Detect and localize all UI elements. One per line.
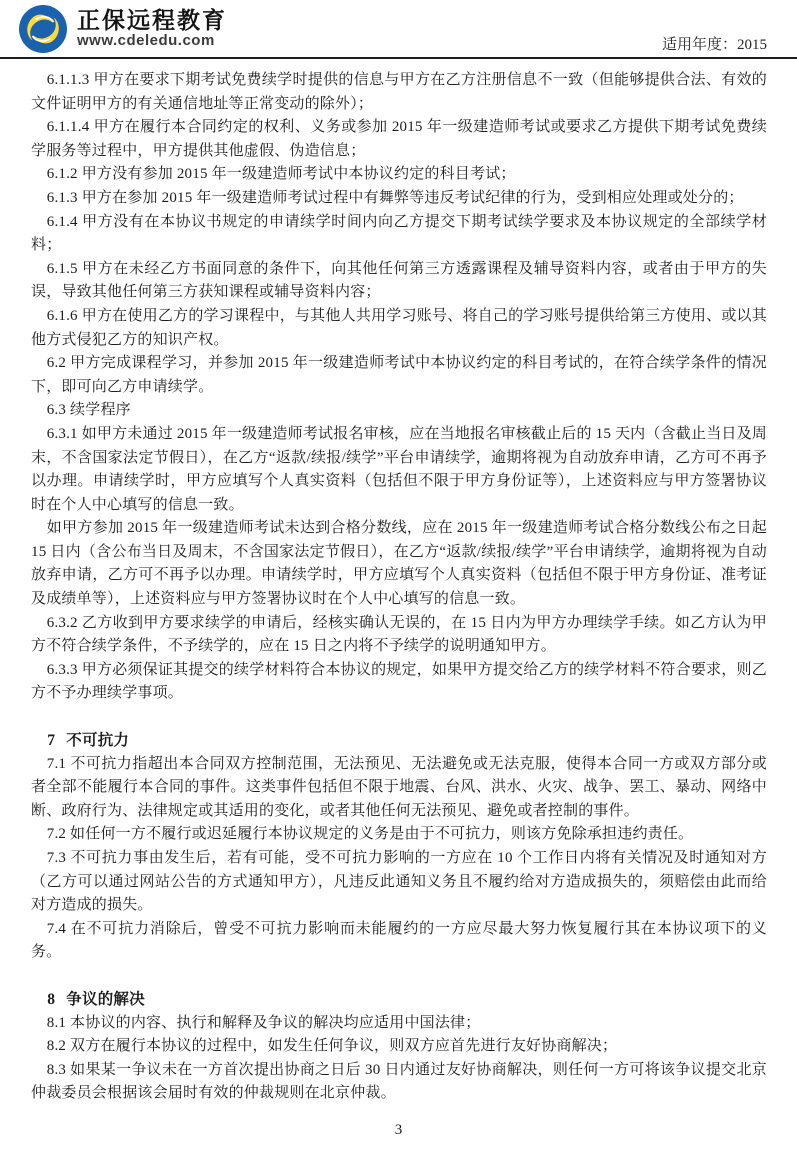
contract-paragraph: 6.1.4 甲方没有在本协议书规定的申请续学时间内向乙方提交下期考试续学要求及本协议规定的全部续学材料； xyxy=(31,213,767,254)
contract-paragraph: 6.1.6 甲方在使用乙方的学习课程中，与其他人共用学习账号、将自己的学习账号提供给第三方使用、或以其他方式侵犯乙方的知识产权。 xyxy=(31,307,767,348)
applicable-year-label: 适用年度：2015 xyxy=(661,37,767,53)
contract-paragraph: 6.1.2 甲方没有参加 2015 年一级建造师考试中本协议约定的科目考试； xyxy=(46,166,516,183)
contract-paragraph: 6.3 续学程序 xyxy=(46,402,131,419)
contract-paragraph: 6.2 甲方完成课程学习，并参加 2015 年一级建造师考试中本协议约定的科目考试的，在符合续学条件的情况下，即可向乙方申请续学。 xyxy=(31,355,767,395)
brand-url: www.cdeledu.com xyxy=(77,31,215,49)
contract-paragraph: 6.1.3 甲方在参加 2015 年一级建造师考试过程中有舞弊等违反考试纪律的行为，受到相应处理或处分的； xyxy=(46,189,744,206)
contract-paragraph: 8.3 如果某一争议未在一方首次提出协商之日后 30 日内通过友好协商解决，则任何一方可将该争议提交北京仲裁委员会根据该会届时有效的仲裁规则在北京仲裁。 xyxy=(31,1061,767,1102)
brand-text xyxy=(77,8,227,50)
page-footer xyxy=(0,1122,797,1139)
section-heading: 8 争议的解决 xyxy=(47,990,145,1008)
contract-paragraph: 6.3.2 乙方收到甲方要求续学的申请后，经核实确认无误的，在 15 日内为甲方办理续学手续。如乙方认为甲方不符合续学条件，不予续学的，应在 15 日之内将不予续学的说明通知甲方。 xyxy=(31,614,767,655)
contract-body xyxy=(0,63,797,1106)
contract-paragraph: 6.1.5 甲方在未经乙方书面同意的条件下，向其他任何第三方透露课程及辅导资料内容，或者由于甲方的失误，导致其他任何第三方获知课程或辅导资料内容； xyxy=(31,260,767,301)
contract-paragraph: 如甲方参加 2015 年一级建造师考试未达到合格分数线，应在 2015 年一级建造师考试合格分数线公布之日起 15 日内（含公布当日及周末，不含国家法定节假日），在乙方“返款/续报/续学”平台申请续学，逾期将视为自动放弃申请，乙方可不再予以办理。申请续学时，甲方应填写个人真实资料（包括但不限于甲方身份证、准考证及成绩单等），上述资料应与甲方签署协议时在个人中心填写的信息一致。 xyxy=(31,520,767,608)
contract-paragraph: 7.1 不可抗力指超出本合同双方控制范围，无法预见、无法避免或无法克服，使得本合同一方或双方部分或者全部不能履行本合同的事件。这类事件包括但不限于地震、台风、洪水、火灾、战争、罢工、暴动、网络中断、政府行为、法律规定或其适用的变化，或者其他任何无法预见、避免或者控制的事件。 xyxy=(31,755,767,819)
contract-paragraph: 7.4 在不可抗力消除后，曾受不可抗力影响而未能履约的一方应尽最大努力恢复履行其在本协议项下的义务。 xyxy=(31,920,767,961)
contract-paragraph: 8.2 双方在履行本协议的过程中，如发生任何争议，则双方应首先进行友好协商解决； xyxy=(46,1038,618,1055)
page-number: 3 xyxy=(394,1122,403,1138)
page-header xyxy=(0,0,797,57)
contract-paragraph: 8.1 本协议的内容、执行和解释及争议的解决均应适用中国法律； xyxy=(46,1014,481,1031)
contract-paragraph: 6.3.1 如甲方未通过 2015 年一级建造师考试报名审核，应在当地报名审核截止后的 15 天内（含截止当日及周末，不含国家法定节假日），在乙方“返款/续报/续学”平台申请续学，逾期将视为自动放弃申请，乙方可不再予以办理。申请续学时，甲方应填写个人真实资料（包括但不限于甲方身份证等），上述资料应与甲方签署协议时在个人中心填写的信息一致。 xyxy=(31,425,767,513)
contract-paragraph: 6.3.3 甲方必须保证其提交的续学材料符合本协议的规定，如果甲方提交给乙方的续学材料不符合要求，则乙方不予办理续学事项。 xyxy=(31,661,767,702)
contract-paragraph: 6.1.1.3 甲方在要求下期考试免费续学时提供的信息与甲方在乙方注册信息不一致（但能够提供合法、有效的文件证明甲方的有关通信地址等正常变动的除外）； xyxy=(31,72,767,112)
brand-logo-icon xyxy=(18,4,68,54)
header-divider xyxy=(0,57,797,59)
contract-paragraph: 6.1.1.4 甲方在履行本合同约定的权利、义务或参加 2015 年一级建造师考试或要求乙方提供下期考试免费续学服务等过程中，甲方提供其他虚假、伪造信息； xyxy=(31,119,767,159)
brand-name: 正保远程教育 xyxy=(77,6,227,33)
contract-paragraph: 7.3 不可抗力事由发生后，若有可能，受不可抗力影响的一方应在 10 个工作日内将有关情况及时通知对方（乙方可以通过网站公告的方式通知甲方），凡违反此通知义务且不履约给对方造成损失的，须赔偿由此而给对方造成的损失。 xyxy=(31,850,767,914)
brand xyxy=(18,2,227,55)
section-heading: 7 不可抗力 xyxy=(47,732,130,750)
contract-paragraph: 7.2 如任何一方不履行或迟延履行本协议规定的义务是由于不可抗力，则该方免除承担违约责任。 xyxy=(46,826,694,843)
